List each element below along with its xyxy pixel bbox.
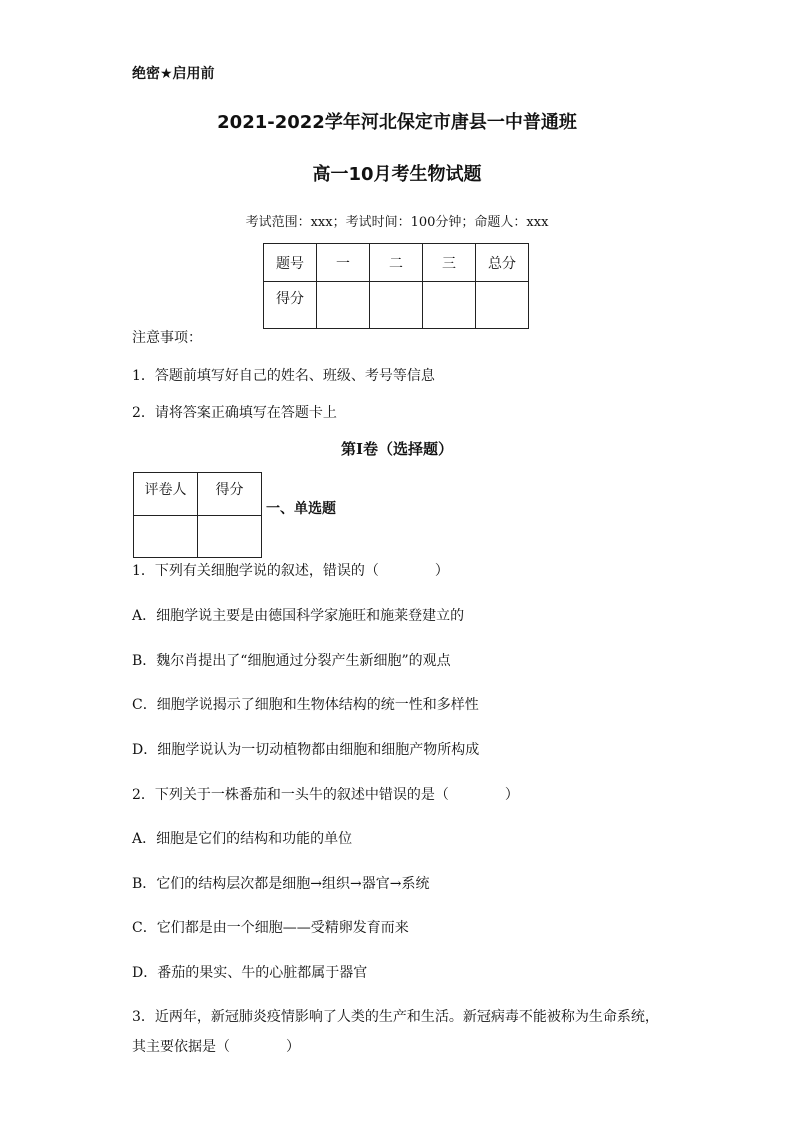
score-cell[interactable]	[317, 282, 370, 329]
grader-table	[133, 472, 262, 558]
score-header-cell: 题号	[264, 244, 317, 282]
exam-info: 考试范围：xxx；考试时间：100分钟；命题人：xxx	[245, 215, 549, 230]
answer-option: A．细胞是它们的结构和功能的单位	[132, 831, 353, 847]
grader-header-cell: 评卷人	[134, 473, 198, 516]
answer-option: D．番茄的果实、牛的心脏都属于器官	[132, 965, 368, 981]
question-stem: 2．下列关于一株番茄和一头牛的叙述中错误的是（ ）	[132, 787, 519, 803]
answer-option: C．它们都是由一个细胞——受精卵发育而来	[132, 920, 409, 936]
notice-heading: 注意事项：	[132, 330, 202, 346]
part-title: 一、单选题	[266, 501, 336, 517]
score-header-cell: 二	[370, 244, 423, 282]
score-header-cell: 一	[317, 244, 370, 282]
score-row-label: 得分	[264, 282, 317, 329]
grader-cell[interactable]	[198, 516, 262, 558]
score-cell[interactable]	[476, 282, 529, 329]
notice-item: 2．请将答案正确填写在答题卡上	[132, 405, 337, 421]
score-header-cell: 三	[423, 244, 476, 282]
notice-item: 1．答题前填写好自己的姓名、班级、考号等信息	[132, 368, 435, 384]
grader-cell[interactable]	[134, 516, 198, 558]
question-stem: 3．近两年，新冠肺炎疫情影响了人类的生产和生活。新冠病毒不能被称为生命系统，	[132, 1009, 659, 1025]
answer-option: B．它们的结构层次都是细胞→组织→器官→系统	[132, 876, 430, 892]
score-cell[interactable]	[423, 282, 476, 329]
score-table	[263, 243, 529, 329]
exam-title-line1: 2021-2022学年河北保定市唐县一中普通班	[217, 112, 577, 133]
confidential-label: 绝密★启用前	[132, 66, 215, 82]
score-header-cell: 总分	[476, 244, 529, 282]
question-stem: 1．下列有关细胞学说的叙述，错误的（ ）	[132, 563, 449, 579]
answer-option: C．细胞学说揭示了细胞和生物体结构的统一性和多样性	[132, 697, 479, 713]
answer-option: A．细胞学说主要是由德国科学家施旺和施莱登建立的	[132, 608, 465, 624]
answer-option: B．魏尔肖提出了“细胞通过分裂产生新细胞”的观点	[132, 653, 451, 669]
question-stem-continued: 其主要依据是（ ）	[132, 1039, 300, 1055]
score-cell[interactable]	[370, 282, 423, 329]
grader-header-cell: 得分	[198, 473, 262, 516]
section-title: 第I卷（选择题）	[340, 440, 454, 458]
answer-option: D．细胞学说认为一切动植物都由细胞和细胞产物所构成	[132, 742, 480, 758]
exam-title-line2: 高一10月考生物试题	[312, 164, 482, 185]
